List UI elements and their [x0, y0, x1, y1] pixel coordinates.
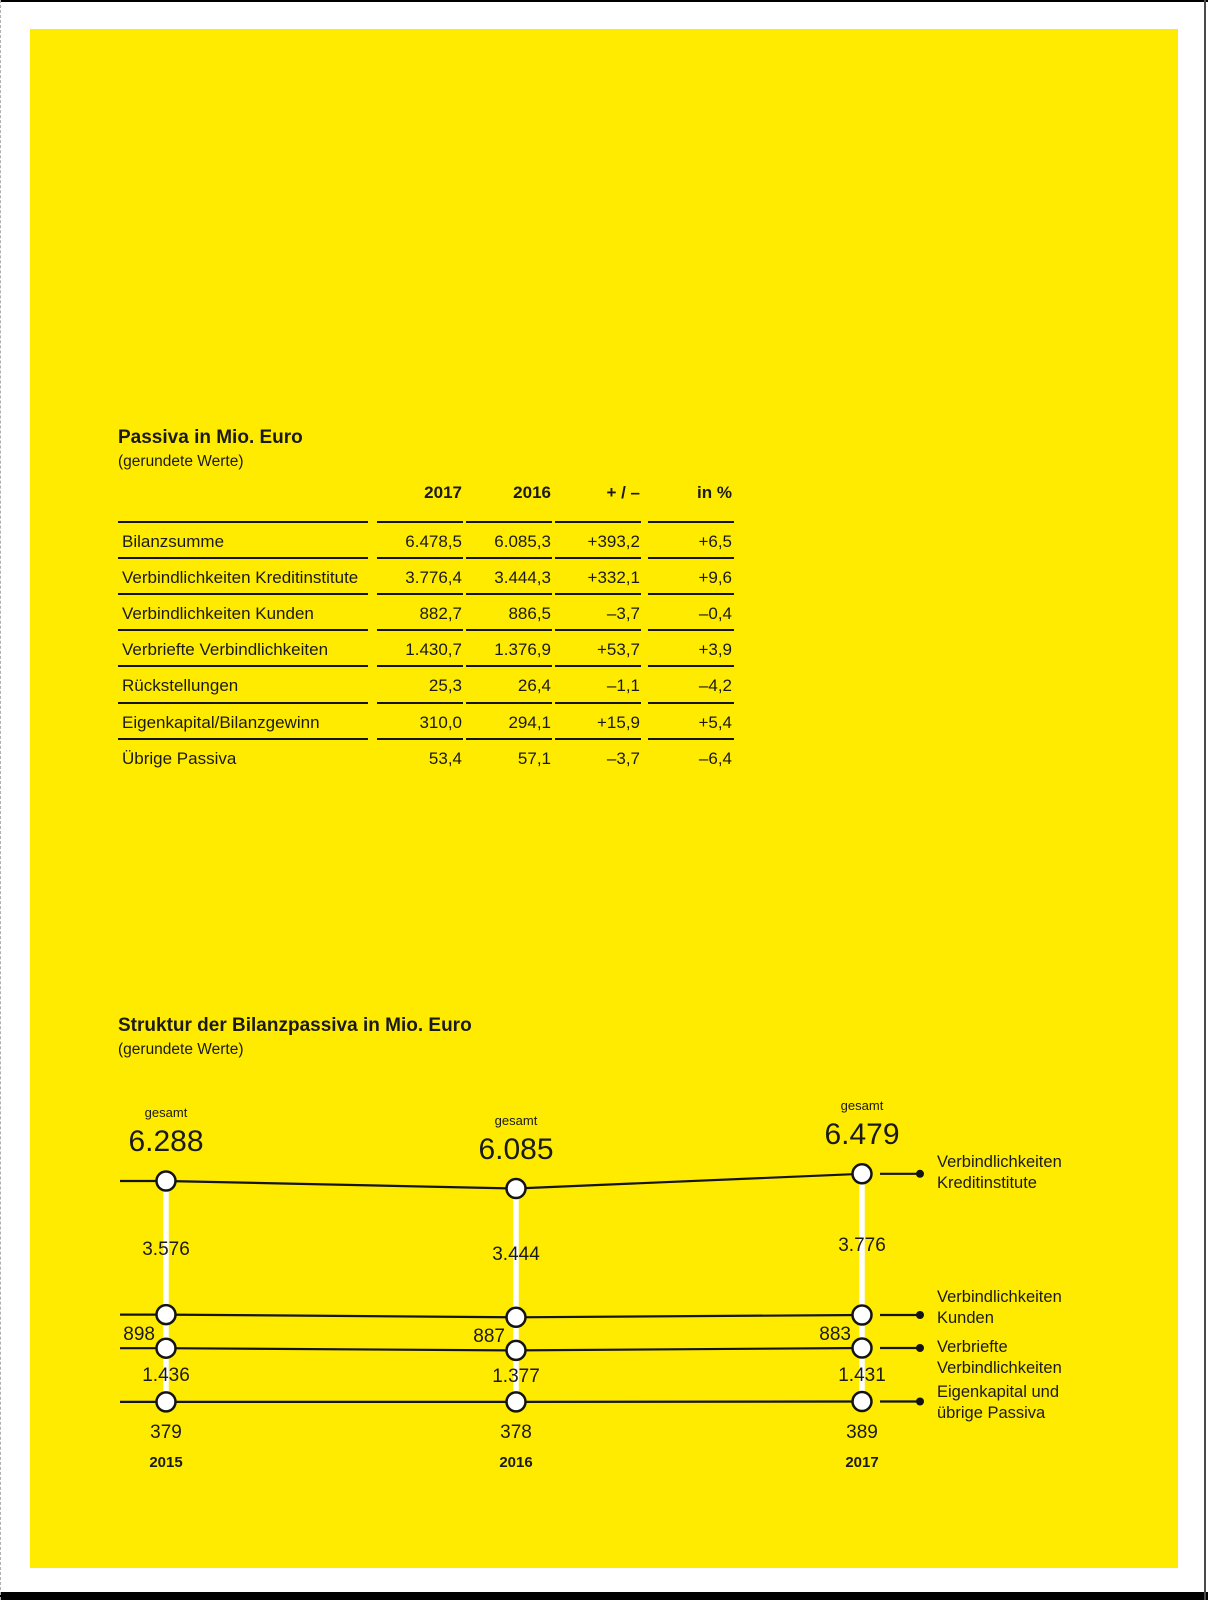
table-col-header: in %: [697, 483, 732, 502]
table-cell-value: 886,5: [508, 603, 551, 623]
table-cell-value: 882,7: [419, 603, 462, 623]
chart-segment-value: 379: [150, 1421, 182, 1443]
table-cell-value: 26,4: [517, 676, 551, 696]
table-cell-value: 3.444,3: [494, 567, 551, 587]
table-row-rule: [648, 521, 734, 523]
table-row-rule: [377, 629, 463, 631]
table-row-rule: [377, 702, 463, 704]
table-row-rule: [648, 557, 734, 559]
table-cell-value: +3,9: [698, 640, 732, 660]
table-row-rule: [118, 629, 368, 631]
legend-item-line: übrige Passiva: [937, 1404, 1046, 1422]
table-cell-value: 294,1: [508, 712, 551, 732]
chart-segment-value: 3.576: [142, 1238, 190, 1260]
chart-segment-value: 887: [473, 1326, 505, 1348]
table-cell-value: 6.478,5: [405, 531, 462, 551]
table-cell-value: 1.430,7: [405, 640, 462, 660]
legend-item: [937, 1152, 1062, 1194]
table-row-rule: [466, 521, 552, 523]
table-row-rule: [377, 738, 463, 740]
legend-item-line: Kreditinstitute: [937, 1174, 1037, 1192]
table-cell-value: –1,1: [606, 676, 640, 696]
table-row-rule: [555, 665, 641, 667]
table-cell-value: –3,7: [606, 748, 640, 768]
table-cell-value: –3,7: [606, 603, 640, 623]
chart-segment-value: 1.431: [838, 1364, 886, 1386]
table-row-rule: [118, 521, 368, 523]
table-cell-value: +53,7: [596, 640, 640, 660]
table-row-rule: [648, 629, 734, 631]
page-border-left: [0, 0, 1, 1600]
table-row-rule: [648, 665, 734, 667]
chart-year-label: 2016: [499, 1454, 533, 1471]
chart-gesamt-label: gesamt: [144, 1105, 188, 1120]
chart-segment-value: 1.377: [492, 1366, 540, 1388]
chart-total-value: 6.085: [478, 1132, 554, 1166]
table-cell-value: –6,4: [698, 748, 732, 768]
table-cell-value: 310,0: [419, 712, 462, 732]
legend-item: [937, 1337, 1062, 1379]
page-border-top: [0, 0, 1208, 2]
chart-segment-value: 3.776: [838, 1235, 886, 1257]
table-cell-value: 6.085,3: [494, 531, 551, 551]
table-row-label: Verbriefte Verbindlichkeiten: [122, 640, 329, 660]
table-row-rule: [466, 593, 552, 595]
page-border-right: [1204, 0, 1206, 1600]
table-col-header: 2017: [424, 483, 462, 502]
table-cell-value: +15,9: [596, 712, 640, 732]
table-cell-value: –0,4: [698, 603, 732, 623]
table-row-rule: [118, 738, 368, 740]
table-subtitle: (gerundete Werte): [118, 453, 244, 470]
table-cell-value: 3.776,4: [405, 567, 462, 587]
table-cell-value: +6,5: [698, 531, 732, 551]
chart-gesamt-label: gesamt: [840, 1097, 884, 1113]
table-row-rule: [555, 629, 641, 631]
table-row-rule: [377, 521, 463, 523]
table-row-rule: [377, 665, 463, 667]
chart-title: Struktur der Bilanzpassiva in Mio. Euro: [118, 1015, 472, 1036]
table-cell-value: 57,1: [517, 748, 551, 768]
table-row-rule: [648, 593, 734, 595]
table-row-label: Bilanzsumme: [122, 531, 225, 551]
legend-item-line: Verbindlichkeiten: [937, 1359, 1062, 1377]
chart-segment-value: 1.436: [142, 1365, 190, 1387]
chart-segment-value: 378: [500, 1421, 532, 1443]
table-row-label: Verbindlichkeiten Kunden: [122, 603, 314, 623]
legend-item-line: Kunden: [937, 1309, 994, 1327]
legend-item: [937, 1382, 1059, 1424]
table-cell-value: +332,1: [587, 567, 640, 587]
table-row-label: Eigenkapital/Bilanzgewinn: [122, 712, 320, 732]
legend-item-line: Verbindlichkeiten: [937, 1153, 1062, 1171]
page-border-bottom: [0, 1592, 1208, 1600]
table-row-rule: [118, 665, 368, 667]
table-row-rule: [555, 557, 641, 559]
legend-item-line: Verbindlichkeiten: [937, 1288, 1062, 1306]
table-cell-value: +5,4: [698, 712, 732, 732]
table-row-rule: [648, 738, 734, 740]
table-cell-value: +9,6: [698, 567, 732, 587]
table-row-rule: [555, 593, 641, 595]
table-row-rule: [118, 593, 368, 595]
table-row-rule: [648, 702, 734, 704]
table-cell-value: 53,4: [428, 748, 462, 768]
chart-total-value: 6.288: [128, 1125, 204, 1158]
table-row-label: Rückstellungen: [122, 676, 239, 696]
chart-segment-value: 883: [819, 1324, 851, 1345]
table-row-rule: [466, 665, 552, 667]
chart-total-value: 6.479: [824, 1117, 900, 1151]
table-row-label: Übrige Passiva: [122, 748, 237, 768]
chart-year-label: 2015: [149, 1454, 183, 1471]
table-col-header: 2016: [513, 483, 551, 502]
table-row-rule: [118, 702, 368, 704]
chart-year-label: 2017: [845, 1454, 879, 1471]
table-col-header: + / –: [606, 483, 640, 502]
table-cell-value: 25,3: [428, 676, 462, 696]
table-row-rule: [555, 702, 641, 704]
chart-segment-value: 3.444: [492, 1243, 540, 1265]
table-row-label: Verbindlichkeiten Kreditinstitute: [122, 567, 359, 587]
legend-item-line: Verbriefte: [937, 1338, 1008, 1356]
chart-subtitle: (gerundete Werte): [118, 1041, 244, 1058]
table-row-rule: [377, 593, 463, 595]
chart-gesamt-label: gesamt: [494, 1112, 538, 1128]
chart-segment-value: 389: [846, 1421, 878, 1443]
table-row-rule: [555, 521, 641, 523]
table-row-rule: [466, 629, 552, 631]
table-title: Passiva in Mio. Euro: [118, 427, 303, 448]
table-row-rule: [466, 738, 552, 740]
table-row-rule: [118, 557, 368, 559]
table-row-rule: [555, 738, 641, 740]
legend-item-line: Eigenkapital und: [937, 1383, 1060, 1401]
table-row-rule: [377, 557, 463, 559]
table-row-rule: [466, 557, 552, 559]
table-cell-value: +393,2: [587, 531, 640, 551]
table-cell-value: 1.376,9: [494, 640, 551, 660]
legend-item: [937, 1287, 1062, 1329]
chart-segment-value: 898: [123, 1323, 155, 1345]
table-cell-value: –4,2: [698, 676, 732, 696]
table-row-rule: [466, 702, 552, 704]
